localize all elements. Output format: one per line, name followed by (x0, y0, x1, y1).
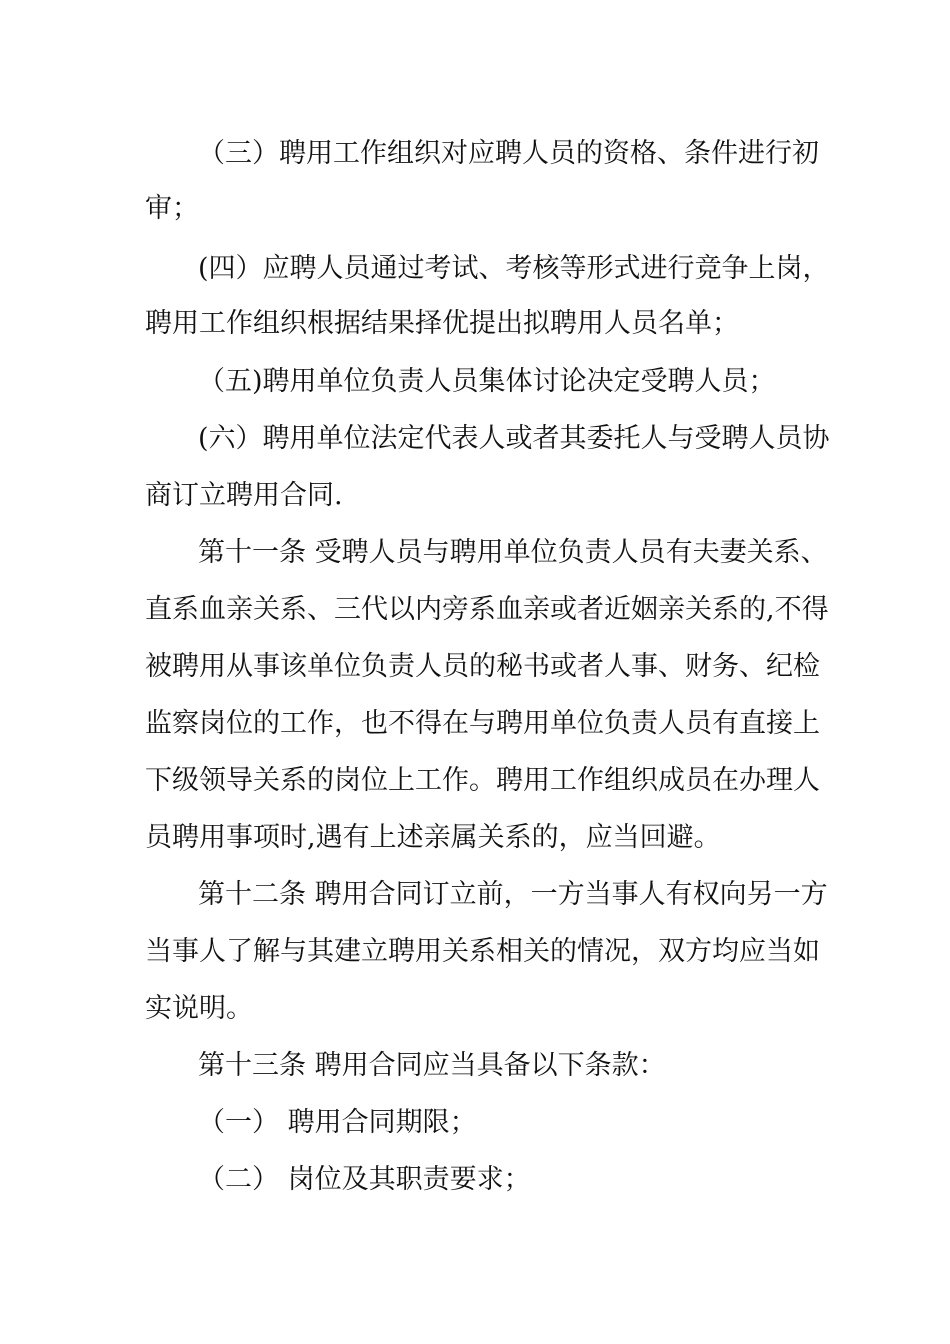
article-11-line-1: 第十一条 受聘人员与聘用单位负责人员有夫妻关系、 (198, 537, 828, 568)
item-3-line-2: 审； (145, 193, 199, 224)
article-13-line-1: 第十三条 聘用合同应当具备以下条款： (198, 1050, 666, 1081)
item-3-line-1: （三）聘用工作组织对应聘人员的资格、条件进行初 (198, 138, 819, 169)
article-12-line-3: 实说明。 (145, 993, 253, 1024)
article-11-line-4: 监察岗位的工作，也不得在与聘用单位负责人员有直接上 (145, 708, 820, 739)
article-12-line-1: 第十二条 聘用合同订立前，一方当事人有权向另一方 (198, 879, 828, 910)
article-11-line-3: 被聘用从事该单位负责人员的秘书或者人事、财务、纪检 (145, 651, 820, 682)
item-4-line-2: 聘用工作组织根据结果择优提出拟聘用人员名单； (145, 308, 739, 339)
item-6-line-1: (六）聘用单位法定代表人或者其委托人与受聘人员协 (198, 423, 830, 454)
article-13-clause-1: （一） 聘用合同期限； (198, 1107, 477, 1138)
article-12-line-2: 当事人了解与其建立聘用关系相关的情况，双方均应当如 (145, 936, 820, 967)
article-11-line-2: 直系血亲关系、三代以内旁系血亲或者近姻亲关系的,不得 (145, 594, 829, 625)
item-6-line-2: 商订立聘用合同. (145, 480, 343, 511)
item-4-line-1: (四）应聘人员通过考试、考核等形式进行竞争上岗， (198, 253, 830, 284)
article-13-clause-2: （二） 岗位及其职责要求； (198, 1164, 531, 1195)
article-11-line-5: 下级领导关系的岗位上工作。聘用工作组织成员在办理人 (145, 765, 820, 796)
item-5-line-1: （五)聘用单位负责人员集体讨论决定受聘人员； (198, 366, 776, 397)
article-11-line-6: 员聘用事项时,遇有上述亲属关系的，应当回避。 (145, 822, 721, 853)
